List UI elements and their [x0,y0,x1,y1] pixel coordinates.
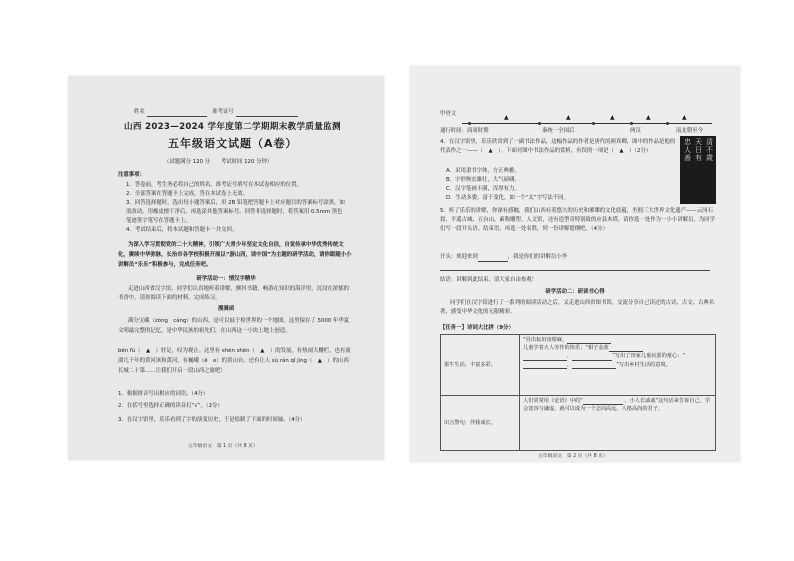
row-1-content: “昼出耘田夜绩麻， 儿童学着大人劳作的快乐；“相子金蓝 ， ”写出了田家儿童玩耍的童心；“ ， ”写出乡村生活的意境。 [520,335,716,396]
name-label: 姓名 [134,109,145,115]
answer-line[interactable] [440,270,710,271]
row-2-theme: 出言警句，伴我成长。 [441,396,520,451]
option-c[interactable]: C．汉字笔画丰满，浑厚有力。 [446,186,520,192]
activity-2-intro: 同学们在汉字馆进行了一系列的阅读活动之后，又走进山西省图书馆，交流分享自己读过的古诗、古文、古典名著，感受中华文化的无限精彩。 [440,300,715,315]
question-3: 3．在汉字馆里，乐乐看到了字的演变历史，于是绘制了下面的时间轴。（4分） [118,417,306,423]
timeline-blank-triangle: ▲ [646,114,651,121]
timeline-period-1: 通行时间：商周时期 [440,128,489,134]
table-row [441,335,716,396]
calligraphy-image: 清 不 歲 天 日 有 忠 人 善 [680,136,716,204]
exam-no-label: 准考证号 [212,109,234,115]
task-1-heading: 【任务一】诗词大比拼（9分） [440,325,514,331]
exam-title: 山西 2023—2024 学年度第二学期期末教学质量监测 [124,122,341,132]
timeline-period-2: 秦统一全国后 [542,128,575,134]
timeline-node [666,122,669,125]
timeline-period-3: 两汉 [630,128,641,134]
timeline-axis [462,123,712,124]
closing-line: 结语：讲解到此结束，请大家自由参观！ [440,277,538,283]
passage-text: 满分宝藏（zòng cáng）的山西，是可以展于检世界的一个地图。这里保存了 5000 年华夏文明最完整的记忆，是中华民族的祖先们，在山西这一小块土地上创造。 [118,318,350,334]
question-2: 2．在括号里选择正确的读音打“√”。（2分） [118,403,223,409]
timeline-period-4: 南北朝至今 [676,128,703,134]
timeline-blank-triangle: ▲ [682,114,687,121]
notes-list [126,181,346,235]
timeline-blank-triangle: ▲ [566,114,571,121]
activity-2-heading: 研学活动二：研读书心得 [545,289,605,295]
name-field[interactable] [147,116,207,117]
timeline-start-label: 甲骨文 [440,111,457,117]
exam-no-field[interactable] [236,116,298,117]
note-item: 4．考试结束后，将本试题和答题卡一并交回。 [126,227,238,233]
question-4: 4．在汉字馆里，乐乐欣赏到了一副书法作品，这幅作品的作者是唐代的颜真卿，图中的作品是他的代表作之一——（ ▲ ）。下面对图中书法作品的赏析，有误的一项是（ ▲ ）（2分） [440,139,676,154]
note-item: 1．答卷前，考生务必将自己的姓名、准考证号填写在本试卷相应的位置。 [126,182,302,188]
note-item: 2．全部答案在答题卡上完成，答在本试卷上无效。 [126,191,249,197]
option-a[interactable]: A．采用隶书字体，方正典雅。 [446,168,520,174]
row-1-theme: 果牛生活，丰富多彩。 [441,335,520,396]
row-2-content: 人们常常用《论语》中的“ ，小人长戚戚”这句话来告诉自己，学会宽容与谦虚，就可以成为一个志向高远，人格高尚的君子。 [520,396,716,451]
opening-rest: ，我是你们的讲解员小李 [507,254,568,260]
passage-text-continued: bēn fù（ ▲ ）驻足，叹为观止。这里有 shèn shēn（ ▲ ）的发展，有热闹大栅栏，也有流淌几千年的黄河该和黄河，有巍峨（ē e）的黄山台，还有让人 sù rán qǐ jìng（ ▲ ）的山西长城二十第……让我们开启一段山西之旅吧！ [118,348,351,374]
exam-page-2 [410,66,740,462]
activity-1-intro: 走进山西省汉字馆，同学们认真地听着讲解，颤抖书籍，畅游在知识的海洋里，沉浸在浓郁的书香中，请你阅读下面的材料，完成练习。 [118,286,350,301]
timeline-blank-triangle: ▲ [610,114,615,121]
timeline-node [592,122,595,125]
score-info: （试题满分 120 分 考试时间 120 分钟） [164,159,273,165]
timeline-node [630,122,633,125]
question-5: 5．听了乐乐的讲解，你深有感触，我们山西有着悠久的历史和璀璨的文化底蕴，坐拥三大世界文化遗产——云冈石窟、平遥古城、五台山，素称雕塑、人文馆，还有造型奇特别致的应县木塔，请你选一处作为一小小讲解员，为同学们写一段开头语、结束语，再选一处名胜，列一份讲解提纲吧。（4分） [440,208,715,232]
option-d[interactable]: D．生动多姿，富于变化，如一个“太”字写法不同。 [446,195,569,201]
exam-subtitle: 五年级语文试题（A卷） [168,137,298,150]
option-b[interactable]: B．字形恢宏雄壮，大气磅礴。 [446,177,520,183]
note-item: 3．回答选择题时，选出每小题答案后，用 2B 铅笔把答题卡上对应题目的答案标号涂黑。如需改动，用橡皮擦干净后，再选涂其他答案标号。回答非选择题时，将答案用 0.5mm 黑色笔迹签字笔写在答题卡上。 [126,200,345,224]
opening-blank[interactable] [478,255,508,262]
timeline-node [468,122,471,125]
notes-title: 注意事项： [118,172,145,178]
intro-paragraph: 为深入学习贯彻党的二十大精神，引领广大青少年坚定文化自信，自觉传承中华优秀传统文化，赓续中华弥脉，长治市各学校积极开展以“游山西，读中国”为主题的研学活动，请你跟随小小讲解员“乐乐”积极参与，完成任务吧。 [118,242,352,268]
question-1: 1．根据拼音写出相应的词语。（4分） [118,391,209,397]
question-4-options [446,167,646,203]
exam-page-1 [68,76,384,460]
activity-1-heading: 研学活动一：情汉字精华 [196,276,256,282]
timeline-node [538,122,541,125]
page-footer: 五年级语文 第 2 页（共 8 页） [538,454,608,459]
table-row [441,396,716,451]
timeline-blank-triangle: ▲ [504,114,509,121]
passage-title: 漫满函 [217,306,235,312]
page-footer: 五年级语文 第 1 页（共 8 页） [188,444,258,449]
opening-label: 开头：欢迎来到 [440,254,478,260]
poetry-table [440,334,716,451]
